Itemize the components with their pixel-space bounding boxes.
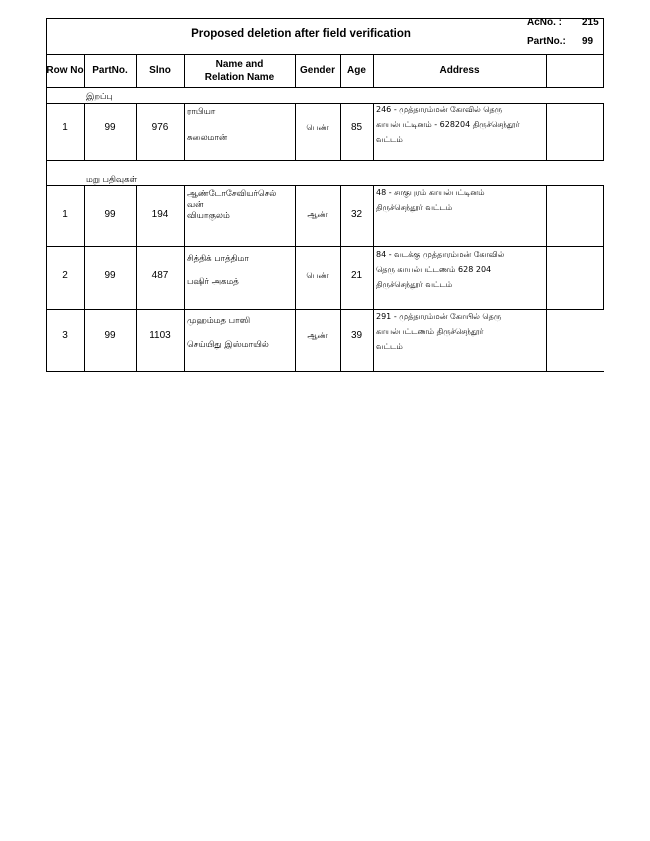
col-header-name (184, 54, 295, 87)
col-header-slno: Slno (149, 65, 171, 76)
section-label-deceased: இறப்பு (86, 92, 113, 102)
col-sep (184, 185, 185, 371)
cell-slno: 487 (151, 270, 169, 281)
col-sep (603, 103, 604, 160)
cell-age: 39 (350, 330, 363, 341)
cell-name: முஹம்மத பாஸி (187, 316, 251, 326)
page-title: Proposed deletion after field verification (191, 28, 411, 40)
row-divider (46, 160, 604, 161)
cell-relation: சுலைமான் (187, 133, 228, 143)
cell-part-no: 99 (104, 122, 116, 133)
cell-part-no: 99 (104, 270, 116, 281)
col-header-age: Age (347, 65, 366, 76)
cell-age: 32 (350, 209, 363, 220)
address-line: 84 - வடக்கு முத்தாரம்மன் கோவில் (376, 250, 505, 259)
col-header-name-line1: Name and (215, 58, 264, 70)
ac-no-value: 215 (582, 17, 599, 28)
part-no-value: 99 (582, 36, 594, 47)
cell-address (376, 309, 551, 354)
cell-age: 85 (350, 122, 363, 133)
cell-relation: பஷிர் அகமத் (187, 277, 239, 287)
col-header-part-no: PartNo. (92, 65, 128, 76)
table-right-border (603, 18, 604, 87)
col-header-name-line2: Relation Name (204, 71, 275, 83)
cell-age: 21 (350, 270, 363, 281)
cell-row-no: 1 (62, 122, 68, 133)
cell-name: ராபியா (187, 107, 216, 117)
col-sep (373, 103, 374, 160)
cell-slno: 976 (151, 122, 169, 133)
address-line: வட்டம் (376, 135, 403, 144)
col-header-address: Address (439, 65, 480, 76)
address-line: 291 - முத்தாரம்மன் கோயில் தெரு (376, 312, 502, 321)
address-line: வட்டம் (376, 342, 403, 351)
address-line: திருச்செந்தூர் வட்டம் (376, 203, 453, 212)
cell-part-no: 99 (104, 330, 116, 341)
address-line: திருச்செந்தூர் வட்டம் (376, 280, 453, 289)
address-line: 246 - முத்தாரம்மன் கோவில் தெரு (376, 105, 503, 114)
cell-part-no: 99 (104, 209, 116, 220)
part-no-label: PartNo.: (527, 36, 566, 47)
cell-address (376, 102, 551, 147)
col-sep (546, 54, 547, 87)
cell-address (376, 247, 551, 292)
col-sep (184, 103, 185, 160)
cell-address (376, 185, 551, 215)
deletion-table (46, 18, 604, 371)
cell-relation: வியாகுலம் (187, 211, 230, 221)
col-sep (373, 185, 374, 371)
cell-gender: பெண் (306, 123, 329, 132)
address-line: காயல்பட்டணம் திருச்செந்தூர் (376, 327, 484, 336)
table-bottom-border (46, 371, 604, 372)
cell-relation: செய்யிது இஸ்மாயில் (187, 340, 269, 350)
cell-name: ஆண்டோசேவியர்செல் வன் (187, 189, 277, 210)
address-line: காயல்பட்டினம் - 628204 திருச்செந்தூர் (376, 120, 520, 129)
cell-row-no: 3 (62, 330, 68, 341)
cell-name: சித்திக் பாத்திமா (187, 254, 249, 264)
table-top-border (46, 18, 604, 19)
col-header-gender: Gender (299, 65, 335, 76)
cell-gender: ஆண் (307, 331, 328, 340)
col-header-row-no: Row No (46, 65, 84, 76)
header-divider (46, 87, 604, 88)
col-sep (603, 185, 604, 309)
address-line: தெரு காயல்பட்டணம் 628 204 (376, 265, 492, 274)
cell-slno: 194 (151, 209, 169, 220)
cell-gender: பெண் (306, 271, 329, 280)
address-line: 48 - சாகுபுரம் காயல்பட்டினம் (376, 188, 485, 197)
section-label-reregistration: மறு பதிவுகள் (86, 175, 138, 185)
cell-row-no: 2 (62, 270, 68, 281)
cell-row-no: 1 (62, 209, 68, 220)
ac-no-label: AcNo. : (527, 17, 562, 28)
cell-slno: 1103 (149, 330, 171, 341)
cell-gender: ஆண் (307, 210, 328, 219)
